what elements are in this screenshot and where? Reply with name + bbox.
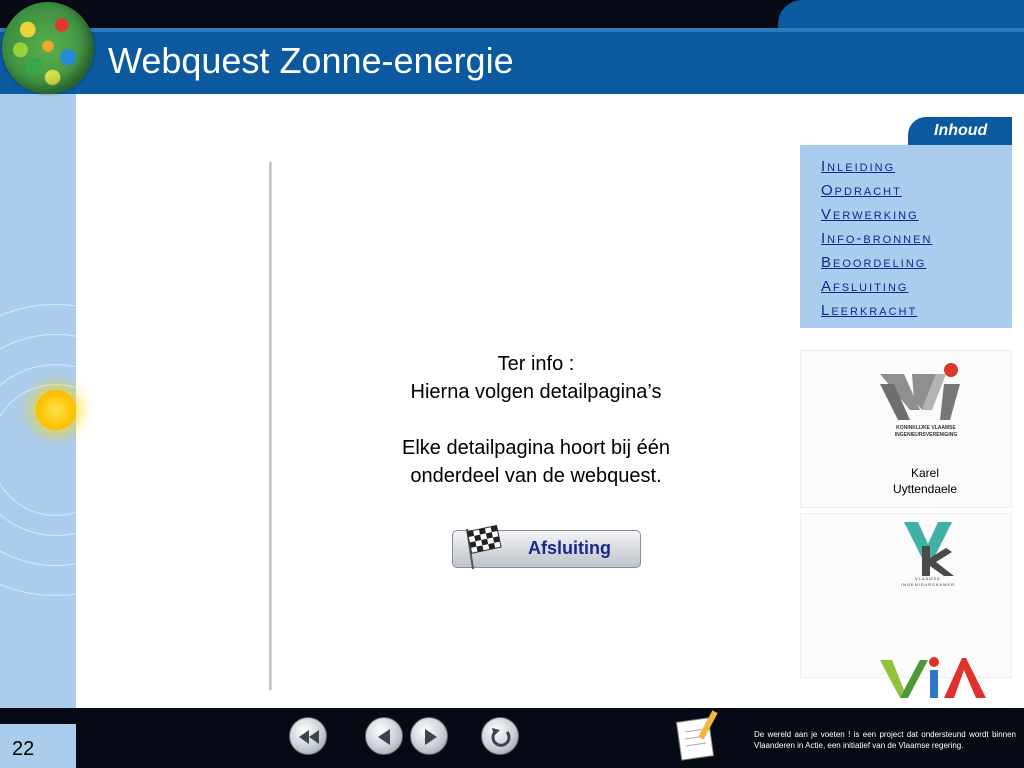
menu-link-info-bronnen[interactable]: Info-bronnen — [821, 230, 933, 247]
next-button[interactable] — [410, 717, 448, 755]
rewind-icon — [290, 718, 328, 756]
menu-link-verwerking[interactable]: Verwerking — [821, 206, 919, 223]
info-line: Elke detailpagina hoort bij één — [402, 437, 670, 459]
footer-text: De wereld aan je voeten ! is een project dat ondersteund wordt binnen Vlaanderen in Actie, een initiatief van de Vlaamse regering. — [754, 730, 1016, 750]
author-last-name: Uyttendaele — [892, 482, 958, 496]
menu-link-inleiding[interactable]: Inleiding — [821, 158, 896, 175]
info-line: Hierna volgen detailpagina’s — [410, 381, 662, 403]
page-title: Webquest Zonne-energie — [108, 40, 514, 81]
sun-icon — [36, 390, 76, 430]
previous-icon — [366, 718, 404, 756]
return-icon — [482, 718, 520, 756]
menu-link-opdracht[interactable]: Opdracht — [821, 182, 902, 199]
inhoud-tab-label: Inhoud — [934, 122, 988, 139]
next-icon — [411, 718, 449, 756]
notepad-icon — [675, 710, 719, 762]
vik-caption: VLAAMSE INGENIEURSKAMER — [900, 576, 956, 587]
menu-link-beoordeling[interactable]: Beoordeling — [821, 254, 927, 271]
spacer — [340, 406, 732, 434]
info-text-block — [340, 350, 732, 490]
page-number: 22 — [12, 738, 35, 760]
checkered-flag-icon — [459, 525, 503, 576]
previous-button[interactable] — [365, 717, 403, 755]
return-button[interactable] — [481, 717, 519, 755]
afsluiting-button[interactable] — [452, 530, 641, 568]
globe-logo — [2, 2, 94, 94]
author-name — [860, 465, 990, 497]
info-line: onderdeel van de webquest. — [410, 465, 662, 487]
kvi-caption: KONINKLIJKE VLAAMSE INGENIEURSVERENIGING — [894, 425, 958, 438]
via-logo — [880, 652, 986, 700]
vik-logo — [898, 518, 958, 580]
info-heading: Ter info : — [497, 353, 575, 375]
rewind-button[interactable] — [289, 717, 327, 755]
menu-link-afsluiting[interactable]: Afsluiting — [821, 278, 909, 295]
author-first-name: Karel — [910, 466, 939, 480]
title-bar-shine — [0, 28, 1024, 32]
top-tab-decoration — [778, 0, 1024, 28]
content-divider — [269, 162, 272, 690]
afsluiting-button-label: Afsluiting — [528, 538, 611, 558]
menu-link-leerkracht[interactable]: Leerkracht — [821, 302, 918, 319]
